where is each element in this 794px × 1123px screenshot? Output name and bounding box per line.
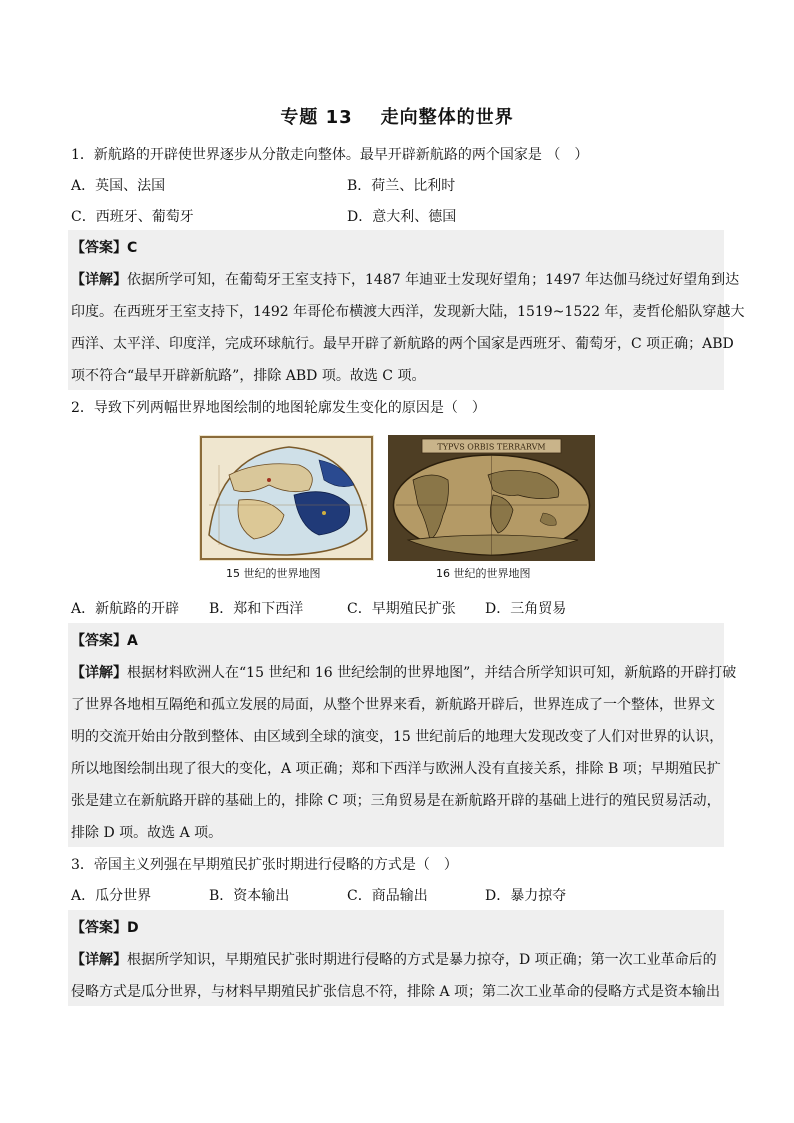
q3-detail-line-2: 侵略方式是瓜分世界，与材料早期殖民扩张信息不符，排除 A 项；第二次工业革命的侵略方式是资本输出	[71, 984, 721, 1000]
map-16th-century-caption: 16 世纪的世界地图	[436, 567, 531, 580]
title-text: 走向整体的世界	[380, 107, 514, 128]
page-title	[0, 103, 794, 129]
q3-answer: 【答案】D	[71, 920, 139, 936]
q2-answer-block	[68, 623, 737, 847]
q3-answer-block	[68, 910, 724, 1006]
q3-detail-label: 【详解】	[71, 952, 127, 968]
q3-option-b: B．资本输出	[209, 888, 290, 904]
map-banner-text: TYPVS ORBIS TERRARVM	[437, 442, 546, 452]
q2-detail-line-3: 明的交流开始由分散到整体、由区域到全球的演变，15 世纪前后的地理大发现改变了人们对世界的认识，	[71, 729, 724, 745]
q1-detail-line-4: 项不符合“最早开辟新航路”，排除 ABD 项。故选 C 项。	[71, 368, 426, 384]
q1-stem: 1．新航路的开辟使世界逐步从分散走向整体。最早开辟新航路的两个国家是 （ ）	[71, 147, 589, 163]
q3-option-a: A．瓜分世界	[71, 888, 152, 904]
q1-detail-label: 【详解】	[71, 272, 127, 288]
q2-detail-line-4: 所以地图绘制出现了很大的变化，A 项正确；郑和下西洋与欧洲人没有直接关系，排除 B 项；早期殖民扩	[71, 761, 721, 777]
q2-option-b: B．郑和下西洋	[209, 601, 304, 617]
q1-option-d: D．意大利、德国	[347, 209, 457, 225]
q2-detail-line-5: 张是建立在新航路开辟的基础上的，排除 C 项；三角贸易是在新航路开辟的基础上进行的殖民贸易活动，	[71, 793, 721, 809]
q1-answer: 【答案】C	[71, 240, 138, 256]
q3-stem: 3．帝国主义列强在早期殖民扩张时期进行侵略的方式是（ ）	[71, 857, 458, 873]
q1-answer-block	[68, 230, 745, 390]
map-15th-century-caption: 15 世纪的世界地图	[226, 567, 321, 580]
q1-detail-line-2: 印度。在西班牙王室支持下，1492 年哥伦布横渡大西洋，发现新大陆，1519~1522 年，麦哲伦船队穿越大	[71, 304, 745, 320]
q1-option-a: A．英国、法国	[71, 178, 166, 194]
q1-option-c: C．西班牙、葡萄牙	[71, 209, 194, 225]
q2-answer: 【答案】A	[71, 633, 138, 649]
q2-stem: 2．导致下列两幅世界地图绘制的地图轮廓发生变化的原因是（ ）	[71, 400, 486, 416]
q2-detail-line-6: 排除 D 项。故选 A 项。	[71, 825, 223, 841]
q3-detail-line-1: 【详解】根据所学知识，早期殖民扩张时期进行侵略的方式是暴力掠夺，D 项正确；第一次工业革命后的	[71, 952, 717, 968]
q2-option-c: C．早期殖民扩张	[347, 601, 456, 617]
q2-detail-line-1: 【详解】根据材料欧洲人在“15 世纪和 16 世纪绘制的世界地图”，并结合所学知识可知，新航路的开辟打破	[71, 665, 737, 681]
q2-option-a: A．新航路的开辟	[71, 601, 180, 617]
q3-option-c: C．商品输出	[347, 888, 428, 904]
title-number: 专题 13	[280, 107, 353, 128]
q1-detail-line-3: 西洋、太平洋、印度洋，完成环球航行。最早开辟了新航路的两个国家是西班牙、葡萄牙，C 项正确；ABD	[71, 336, 734, 352]
q3-option-d: D．暴力掠夺	[485, 888, 567, 904]
q2-option-d: D．三角贸易	[485, 601, 567, 617]
q2-detail-line-2: 了世界各地相互隔绝和孤立发展的局面，从整个世界来看，新航路开辟后，世界连成了一个整体，世界文	[71, 697, 715, 713]
map-15th-century	[199, 435, 374, 561]
q1-option-b: B．荷兰、比利时	[347, 178, 456, 194]
q1-detail-line-1: 【详解】依据所学可知，在葡萄牙王室支持下，1487 年迪亚士发现好望角；1497 年达伽马绕过好望角到达	[71, 272, 740, 288]
q2-detail-label: 【详解】	[71, 665, 127, 681]
map-16th-century	[388, 435, 595, 561]
